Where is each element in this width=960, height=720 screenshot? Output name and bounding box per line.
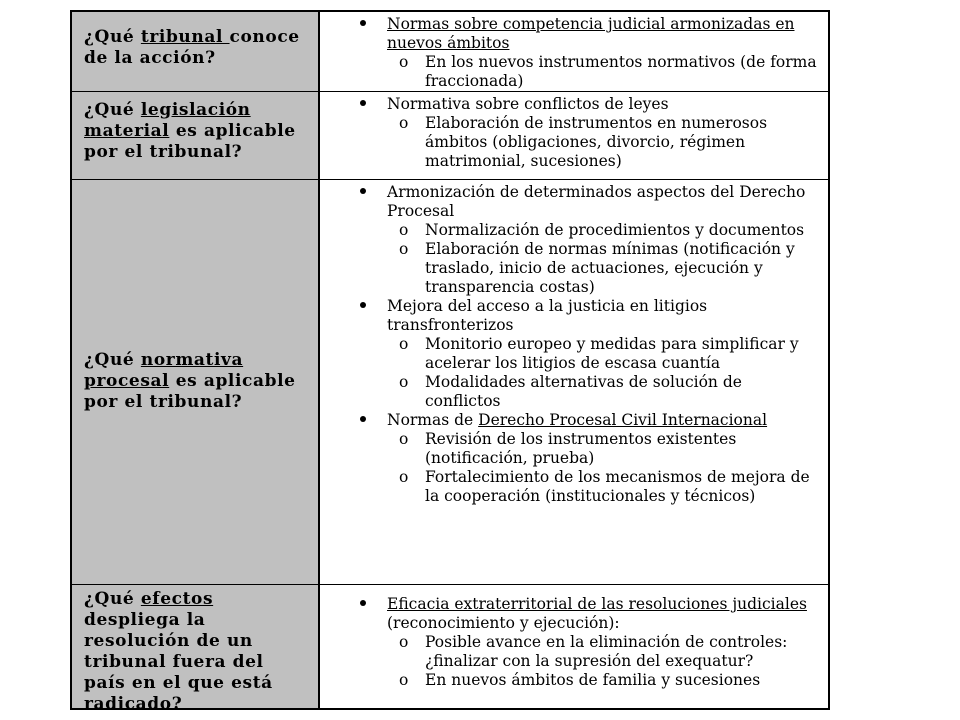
sub-bullet-icon: o	[399, 373, 409, 391]
bullet-text: Mejora del acceso a la justicia en litigios transfronterizos	[387, 297, 708, 334]
bullet-item	[360, 595, 820, 633]
sub-item-text: En nuevos ámbitos de familia y sucesiones	[425, 671, 761, 689]
sub-item-text: Elaboración de normas mínimas (notificación y traslado, inicio de actuaciones, ejecución y transparencia costas)	[425, 240, 795, 296]
sub-item-text: Posible avance en la eliminación de controles: ¿finalizar con la supresión del exequatur?	[425, 633, 788, 670]
bullet-item	[360, 183, 820, 221]
sub-bullet-icon: o	[399, 114, 409, 132]
bullet-item	[360, 95, 820, 114]
sub-item-text: Elaboración de instrumentos en numerosos ámbitos (obligaciones, divorcio, régimen matrimonial, sucesiones)	[425, 114, 768, 170]
question-keyword: normativa procesal	[84, 350, 244, 391]
sub-item-text: En los nuevos instrumentos normativos (de forma fraccionada)	[425, 53, 817, 90]
bullet-icon	[360, 188, 366, 194]
bullet-item	[360, 297, 820, 335]
question-cell	[72, 180, 320, 584]
sub-item	[360, 335, 820, 373]
sub-bullet-icon: o	[399, 53, 409, 71]
question-text: es aplicable por el tribunal?	[84, 121, 296, 162]
sub-item	[360, 468, 820, 506]
question-keyword: efectos	[140, 589, 214, 609]
bullet-item	[360, 411, 820, 430]
sub-item-text: Modalidades alternativas de solución de conflictos	[425, 373, 742, 410]
sub-item	[360, 53, 820, 91]
question-keyword: tribunal	[140, 27, 230, 47]
bullet-text: (reconocimiento y ejecución):	[387, 614, 620, 632]
bullet-icon	[360, 302, 366, 308]
sub-item-text: Revisión de los instrumentos existentes (notificación, prueba)	[425, 430, 737, 467]
answer-cell	[320, 92, 828, 179]
answer-cell	[320, 12, 828, 91]
bullet-text: Normas de	[387, 411, 479, 429]
sub-item	[360, 671, 820, 690]
question-text: ¿Qué	[84, 27, 141, 47]
sub-bullet-icon: o	[399, 671, 409, 689]
question-cell	[72, 92, 320, 179]
bullet-text-underlined: Normas sobre competencia judicial armonizadas en nuevos ámbitos	[387, 15, 795, 52]
sub-bullet-icon: o	[399, 335, 409, 353]
sub-bullet-icon: o	[399, 430, 409, 448]
question-cell	[72, 585, 320, 714]
sub-bullet-icon: o	[399, 468, 409, 486]
bullet-icon	[360, 600, 366, 606]
table-row	[72, 92, 828, 180]
sub-item-text: Monitorio europeo y medidas para simplificar y acelerar los litigios de escasa cuantía	[425, 335, 799, 372]
sub-item	[360, 240, 820, 297]
sub-bullet-icon: o	[399, 221, 409, 239]
question-text: despliega la resolución de un tribunal fuera del país en el que está radicado?	[84, 610, 273, 714]
question-text: ¿Qué	[84, 100, 141, 120]
bullet-text-underlined: Derecho Procesal Civil Internacional	[478, 411, 768, 429]
sub-item-text: Normalización de procedimientos y documentos	[425, 221, 805, 239]
table-row	[72, 585, 828, 714]
question-text: ¿Qué	[84, 350, 141, 370]
sub-item	[360, 114, 820, 171]
answer-cell	[320, 180, 828, 584]
table-row	[72, 12, 828, 92]
bullet-item	[360, 15, 820, 53]
answer-cell	[320, 585, 828, 708]
sub-item	[360, 430, 820, 468]
question-text: ¿Qué	[84, 589, 141, 609]
bullet-icon	[360, 20, 366, 26]
bullet-text: Armonización de determinados aspectos del Derecho Procesal	[387, 183, 806, 220]
question-text: es aplicable por el tribunal?	[84, 371, 296, 412]
sub-item	[360, 373, 820, 411]
sub-bullet-icon: o	[399, 633, 409, 651]
table-row	[72, 180, 828, 585]
sub-item	[360, 633, 820, 671]
bullet-icon	[360, 100, 366, 106]
sub-bullet-icon: o	[399, 240, 409, 258]
sub-item-text: Fortalecimiento de los mecanismos de mejora de la cooperación (institucionales y técnicos)	[425, 468, 810, 505]
bullet-icon	[360, 416, 366, 422]
question-text: conoce de la acción?	[84, 27, 300, 68]
question-cell	[72, 12, 320, 91]
sub-item	[360, 221, 820, 240]
question-keyword: legislación material	[84, 100, 251, 141]
comparison-table	[70, 10, 830, 714]
bullet-text: Normativa sobre conflictos de leyes	[387, 95, 669, 113]
bullet-text-underlined: Eficacia extraterritorial de las resoluciones judiciales	[387, 595, 807, 613]
